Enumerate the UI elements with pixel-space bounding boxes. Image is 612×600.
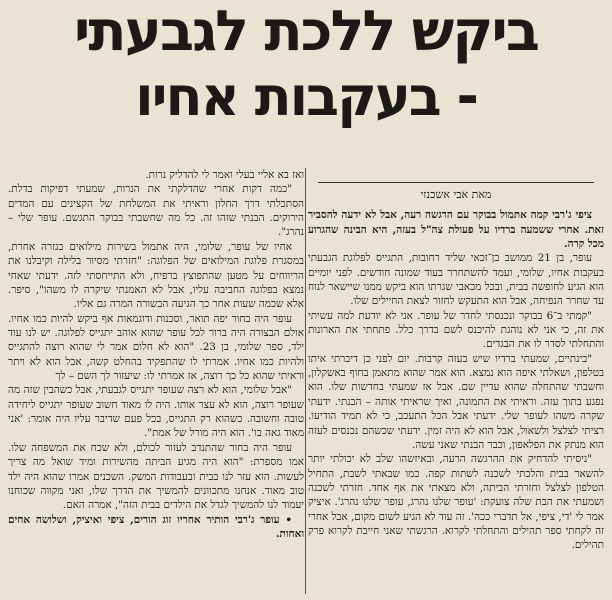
article-column-left [8, 168, 304, 594]
body-paragraph: "כמה דקות אחרי שהדלקתי את הנרות, שמעתי דפיקות בדלת. הסתכלתי דרך החלון וראיתי את המשלחת של הקצינים עם המדים הירוקים. הבנתי שזהו זה. כל מה שחשבתי בבוקר התגשם. עופר שלי – נהרג". [8, 183, 304, 239]
body-paragraph: עופר היה בחור יפה תואר, וסכנות ודוגמאות אף ביקש להיות כמו אחיו. אולם הבצורה היה ברור לכל עופר שהוא אוהב יתגייס לפלוגה. יש לנו עוד ילד, ספר שלומי, בן 23. "הוא לא חלום אמר לי שהוא רוצה להתגייס ולהיות כמו אחיו. אמרתי לו שהתפקיד בהחלט קשה, אבל הוא לא ויתר וראיתי שהוא כל כך רוצה, אז אמרתי לו: שיעזור לך השם – לך [8, 312, 304, 383]
byline-rule [318, 182, 594, 183]
byline: מאת אבי אשכנזי [420, 188, 492, 201]
closing-paragraph: • עופר ג'רבי הותיר אחריו זוג הורים, ציפי ואיציק, ושלושה אחים ואחות. [8, 513, 304, 540]
column-divider [305, 168, 306, 594]
body-paragraph: ואז בא אליי בעלי ואמר לי להדליק נרות. [145, 169, 304, 181]
headline-line-1: ביקש ללכת לגבעתי [73, 0, 539, 64]
body-paragraph: "בינתיים, שמעתי ברדיו שיש בעזה קרבות. יום לפני כן דיברתי איתו בטלפון, ושאלתי איפה הוא נמצא. הוא אמר שהוא מתאמן בחוף באשקלון, וחשבתי שהתחלה שהוא עדיין שם. אבל אז שמעתי בחדשות שלו. הוא נפגע בתוך עזה. וראיתי את התמונה, ואיך שראיתי אותה – הבנתי. ידעתי שקרה משהו לעופר שלי. ידעתי אבל הכל התעכב, כי לא תמיד הודיעו. רציתי לצלצל ולשאול, אבל הוא לא היה זמין. ידעתי שכשהם נכנסים לעזה הוא מנתק את הפלאפון, וכבר הבנתי שאני עשה. [308, 352, 604, 451]
headline-line-2: - בעקבות אחיו [135, 65, 477, 128]
article-column-right [308, 168, 604, 594]
lead-paragraph: ציפי ג'רבי קמה אתמול בבוקר עם הרגשה רעה, אבל לא ידעה להסביר זאת. אחרי ששמעה ברדיו על פעולת צה"ל בעזה, היא הבינה שהגרוע מכל קרה. [308, 209, 604, 250]
body-paragraph: עופר, בן 21 ממושב בן־זכאי שליד רחובות, התגייס לפלוגת הגבעתי בעקבות אחיו, שלומי, ועמד להשתחרר בעוד שמונה חודשים. לפני יומיים הוא הגיע לחופשה בבית, ובכל מכאבי שגרתו הוא ביקש ממנו שיישאר לנוח עד שחרר הנפיחה, אבל הוא התעקש לחזור לצאת החיילים שלו. [308, 252, 604, 308]
body-paragraph: "אבל שלומי, הוא לא רצה שעופר יתגייס לגבעתי, אבל כשהבין שזה מה שעופר רוצה, הוא לא עצר אותו. היה לו מאוד חשוב שעופר יתגייס ליחידה טובה וחשובה. כשהוא רק התגייס, בכל פעם שדיבר עליו היה אומר: 'אני מאוד גאה בו'. הוא היה מורל של אמת". [8, 384, 304, 440]
body-paragraph: אחיו של עופר, שלומי, היה אתמול בשירות מילואים בגזרה אחרת, במסגרת פלוגת המילואים של הפלוגה: "חזרתי מסיור בלילה וקיבלנו את הריווחים על מטען שהתפוצץ ברפיח, ולא התייחסתי לזה. ידעתי שאחי נמצא בפלוגה החביבה עליו, אבל לא האמנתי שיקרה לו משהו", סיפר. אלא שכמה שעות אחר כך הגיעה הבשורה המרה גם אליו. [8, 240, 304, 311]
body-paragraph: עופר היה בחור שהתנדב לעזור לכולם, ולא שכח את המשפחה שלו. אמו מספרת: "הוא היה מגיע הביתה מהשירות ומיד שואל מה צריך לעשות. הוא עזר לנו בבית ובעבודות המשק. השכנים אמרו שהוא היה ילד טוב מאוד. אנחנו מתכוונים להמשיך את הדרך שלו, ואני מקווה שכוחנו יעמוד לנו להמשיך לגדל את הילדים בבית הזה", אמרה האם. [8, 441, 304, 512]
headline [8, 0, 604, 128]
body-paragraph: "קמתי ב־6 בבוקר ונכנסתי לחדר של עופר. אני לא יודעת למה עשיתי את זה, כי אני לא נוהגת להיכנס לשם בדרך כלל. פתחתי את הארונות והתחלתי לסדר לו את הבגדים. [308, 309, 604, 351]
body-paragraph: "ניסיתי להדחיק את ההרגשה הרעה, ובאיזשהו שלב לא יכולתי יותר להשאר בבית והלכתי לשכנה לשתות קפה. כמו שבאתי לשבת, התחיל הטלפון לצלצל וחזרתי הביתה, ולא מצאתי את אף אחד. חזרתי לשכנה ושמעתי את הבת שלה צועקת: 'עופר שלנו נהרג, עופר שלנו נהרג'. איציק אמר לי 'די, ציפי, אל תדברי ככה'. זה עוד לא הגיע לשום מקום, אבל אחרי זה לקחתי ספר תהילים והתחלתי לקרוא. הרגשתי שאני חייבת לקרוא פרק תהילים. [308, 453, 604, 552]
